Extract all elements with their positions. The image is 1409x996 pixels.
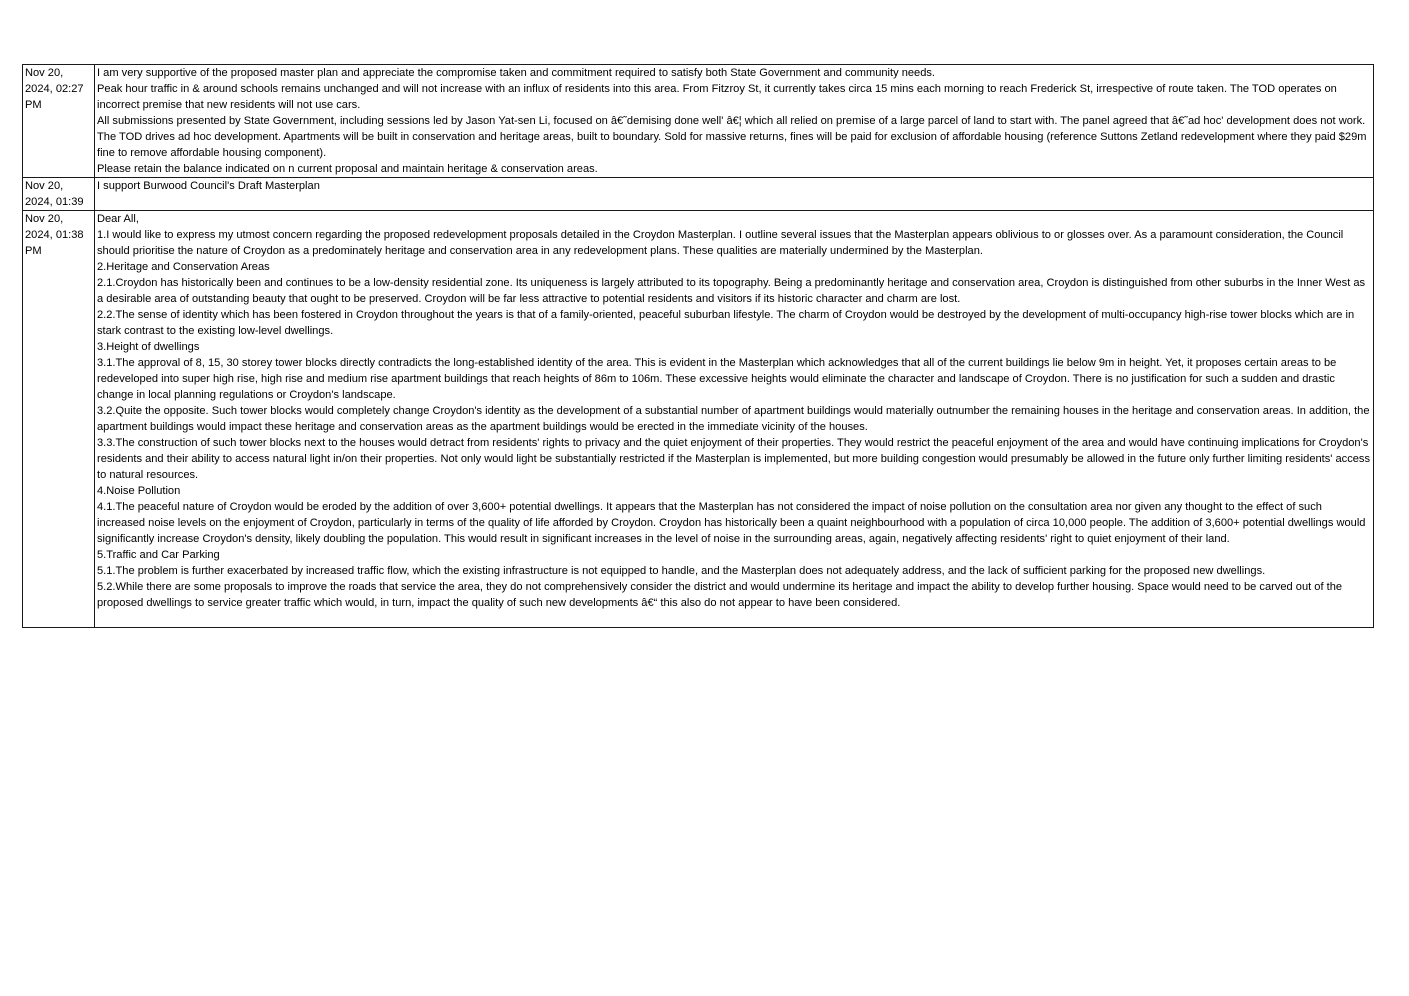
date-line: PM <box>25 99 42 111</box>
section-heading: 2.Heritage and Conservation Areas <box>97 261 270 273</box>
comment-paragraph: 1.I would like to express my utmost concern regarding the proposed redevelopment proposals detailed in the Croydon Masterplan. I outline several issues that the Masterplan appears oblivious to or glosses over. As a paramount consideration, the Council should prioritise the nature of Croydon as a predominately heritage and conservation area in any redevelopment plans. These qualities are materially undermined by the Masterplan. <box>97 229 1344 257</box>
date-line: 2024, 01:39 <box>25 196 84 208</box>
comment-paragraph: Dear All, <box>97 213 139 225</box>
date-cell <box>23 178 95 211</box>
comment-paragraph: 2.2.The sense of identity which has been fostered in Croydon throughout the years is that of a family-oriented, peaceful suburban lifestyle. The charm of Croydon would be destroyed by the development of multi-occupancy high-rise tower blocks which are in stark contrast to the existing low-level dwellings. <box>97 309 1355 337</box>
section-heading: 4.Noise Pollution <box>97 485 181 497</box>
comment-paragraph: 5.2.While there are some proposals to improve the roads that service the area, they do not comprehensively consider the district and would undermine its heritage and impact the ability to develop further housing. Space would need to be carved out of the proposed dwellings to service greater traffic which would, in turn, impact the quality of such new developments â€“ this also do not appear to have been considered. <box>97 581 1343 609</box>
comment-paragraph: 3.2.Quite the opposite. Such tower blocks would completely change Croydon's identity as the development of a substantial number of apartment buildings would materially outnumber the remaining houses in the heritage and conservation areas. In addition, the apartment buildings would impact these heritage and conservation areas as the apartment buildings would be erected in the immediate vicinity of the houses. <box>97 405 1370 433</box>
section-heading: 5.Traffic and Car Parking <box>97 549 220 561</box>
table-row <box>23 211 1374 628</box>
date-cell <box>23 211 95 628</box>
table-row <box>23 178 1374 211</box>
date-cell <box>23 65 95 178</box>
comment-paragraph: 2.1.Croydon has historically been and continues to be a low-density residential zone. Its uniqueness is largely attributed to its topography. Being a predominantly heritage and conservation area, Croydon is distinguished from other suburbs in the Inner West as a desirable area of outstanding beauty that ought to be preserved. Croydon will be far less attractive to potential residents and visitors if its historic character and charm are lost. <box>97 277 1366 305</box>
comment-paragraph: I support Burwood Council's Draft Masterplan <box>97 180 320 192</box>
date-line: PM <box>25 245 42 257</box>
comment-paragraph: 3.3.The construction of such tower blocks next to the houses would detract from residents' rights to privacy and the quiet enjoyment of their properties. They would restrict the peaceful enjoyment of the area and would have continuing implications for Croydon's residents and their ability to access natural light in/on their properties. Not only would light be substantially restricted if the Masterplan is implemented, but more building congestion would presumably be allowed in the future only further limiting residents' access to natural resources. <box>97 437 1371 481</box>
date-line: 2024, 01:38 <box>25 229 84 241</box>
section-heading: 3.Height of dwellings <box>97 341 200 353</box>
comment-cell <box>95 211 1374 628</box>
date-line: 2024, 02:27 <box>25 83 84 95</box>
date-line: Nov 20, <box>25 213 64 225</box>
comment-paragraph: Please retain the balance indicated on n current proposal and maintain heritage & conservation areas. <box>97 163 598 175</box>
comment-paragraph: All submissions presented by State Government, including sessions led by Jason Yat-sen Li, focused on â€˜demising done well' â€¦ which all relied on premise of a large parcel of land to start with. The panel agreed that â€˜ad hoc' development does not work. The TOD drives ad hoc development. Apartments will be built in conservation and heritage areas, built to boundary. Sold for massive returns, fines will be paid for exclusion of affordable housing (reference Suttons Zetland redevelopment where they paid $29m fine to remove affordable housing component). <box>97 115 1367 159</box>
comment-cell <box>95 178 1374 211</box>
comment-paragraph: 5.1.The problem is further exacerbated by increased traffic flow, which the existing infrastructure is not equipped to handle, and the Masterplan does not adequately address, and the lack of sufficient parking for the proposed new dwellings. <box>97 565 1266 577</box>
date-line: Nov 20, <box>25 67 64 79</box>
comment-paragraph: 4.1.The peaceful nature of Croydon would be eroded by the addition of over 3,600+ potential dwellings. It appears that the Masterplan has not considered the impact of noise pollution on the consultation area nor given any thought to the effect of such increased noise levels on the enjoyment of Croydon, particularly in terms of the quality of life afforded by Croydon. Croydon has historically been a quaint neighbourhood with a population of circa 10,000 people. The addition of 3,600+ potential dwellings would significantly increase Croydon's density, likely doubling the population. This would result in significant increases in the level of noise in the surrounding areas, again, negatively affecting residents' right to quiet enjoyment of their land. <box>97 501 1366 545</box>
comment-paragraph: I am very supportive of the proposed master plan and appreciate the compromise taken and commitment required to satisfy both State Government and community needs. <box>97 67 936 79</box>
comment-cell <box>95 65 1374 178</box>
comment-paragraph: Peak hour traffic in & around schools remains unchanged and will not increase with an influx of residents into this area. From Fitzroy St, it currently takes circa 15 mins each morning to reach Frederick St, irrespective of route taken. The TOD operates on incorrect premise that new residents will not use cars. <box>97 83 1337 111</box>
comment-paragraph: 3.1.The approval of 8, 15, 30 storey tower blocks directly contradicts the long-established identity of the area. This is evident in the Masterplan which acknowledges that all of the current buildings lie below 9m in height. Yet, it proposes certain areas to be redeveloped into super high rise, high rise and medium rise apartment buildings that reach heights of 86m to 106m. These excessive heights would eliminate the character and landscape of Croydon. There is no justification for such a sudden and drastic change in local planning regulations or Croydon's landscape. <box>97 357 1337 401</box>
table-row <box>23 65 1374 178</box>
date-line: Nov 20, <box>25 180 64 192</box>
submissions-table <box>22 64 1374 628</box>
